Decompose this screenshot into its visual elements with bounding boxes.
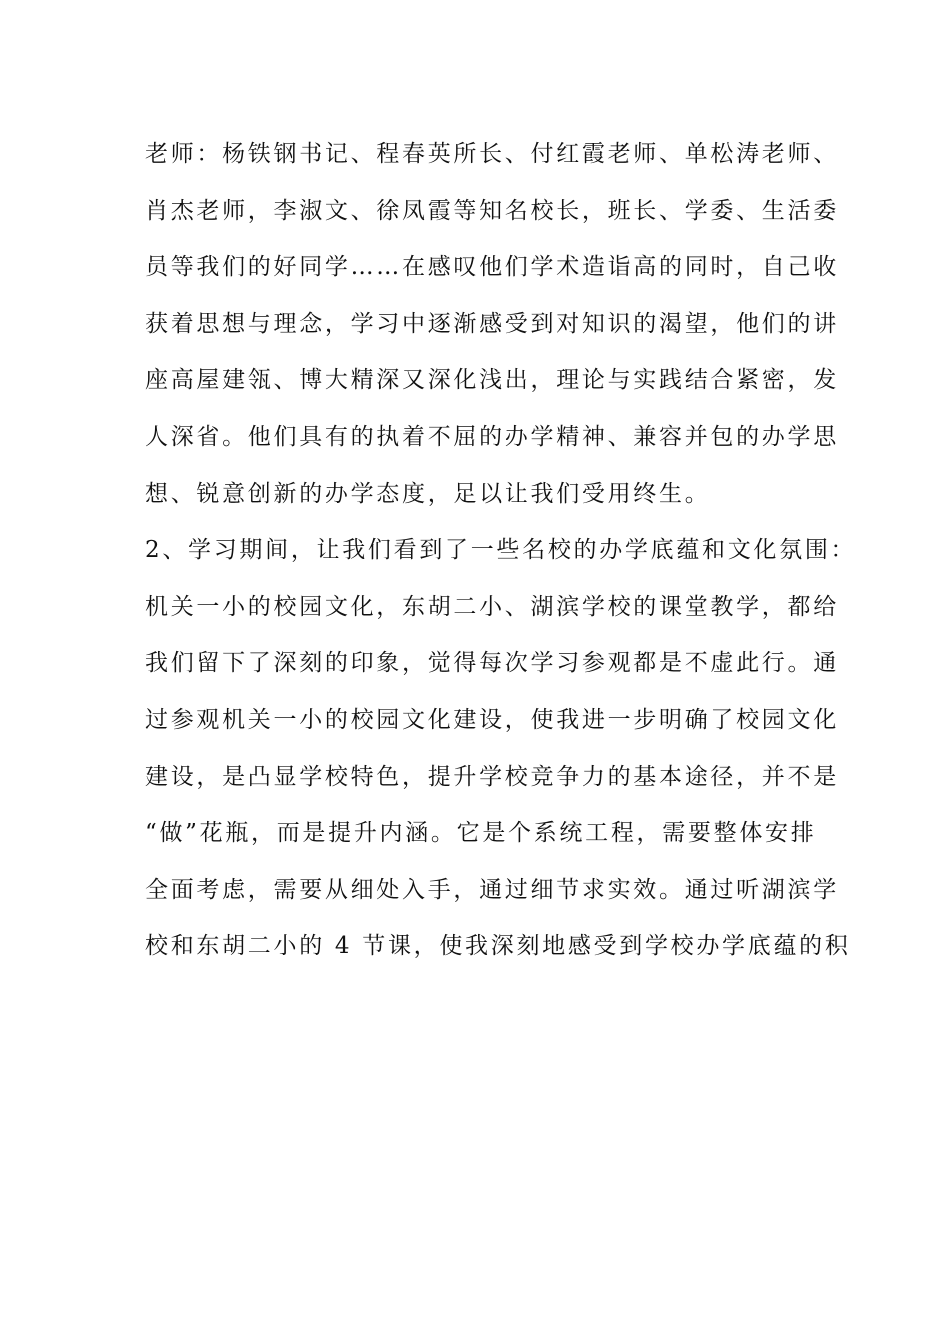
text-line: 获着思想与理念，学习中逐渐感受到对知识的渴望，他们的讲 — [145, 310, 839, 337]
text-line: 我们留下了深刻的印象，觉得每次学习参观都是不虚此行。通 — [145, 650, 839, 677]
text-line: 机关一小的校园文化，东胡二小、湖滨学校的课堂教学，都给 — [145, 593, 839, 620]
text-line: 校和东胡二小的 4 节课，使我深刻地感受到学校办学底蕴的积 — [145, 933, 851, 960]
text-line: 全面考虑，需要从细处入手，通过细节求实效。通过听湖滨学 — [145, 876, 839, 903]
document-body — [145, 126, 857, 975]
text-line: 员等我们的好同学……在感叹他们学术造诣高的同时，自己收 — [145, 254, 839, 281]
text-line: 肖杰老师，李淑文、徐凤霞等知名校长，班长、学委、生活委 — [145, 197, 839, 224]
text-line: 建设，是凸显学校特色，提升学校竞争力的基本途径，并不是 — [145, 763, 839, 790]
text-line: “做”花瓶，而是提升内涵。它是个系统工程，需要整体安排 — [145, 820, 817, 847]
text-line: 人深省。他们具有的执着不屈的办学精神、兼容并包的办学思 — [145, 423, 839, 450]
text-line: 座高屋建瓴、博大精深又深化浅出，理论与实践结合紧密，发 — [145, 367, 839, 394]
text-line: 老师：杨铁钢书记、程春英所长、付红霞老师、单松涛老师、 — [145, 141, 839, 167]
text-line: 想、锐意创新的办学态度，足以让我们受用终生。 — [145, 480, 711, 507]
text-line: 过参观机关一小的校园文化建设，使我进一步明确了校园文化 — [145, 706, 839, 733]
text-line: 2、学习期间，让我们看到了一些名校的办学底蕴和文化氛围： — [145, 537, 857, 564]
